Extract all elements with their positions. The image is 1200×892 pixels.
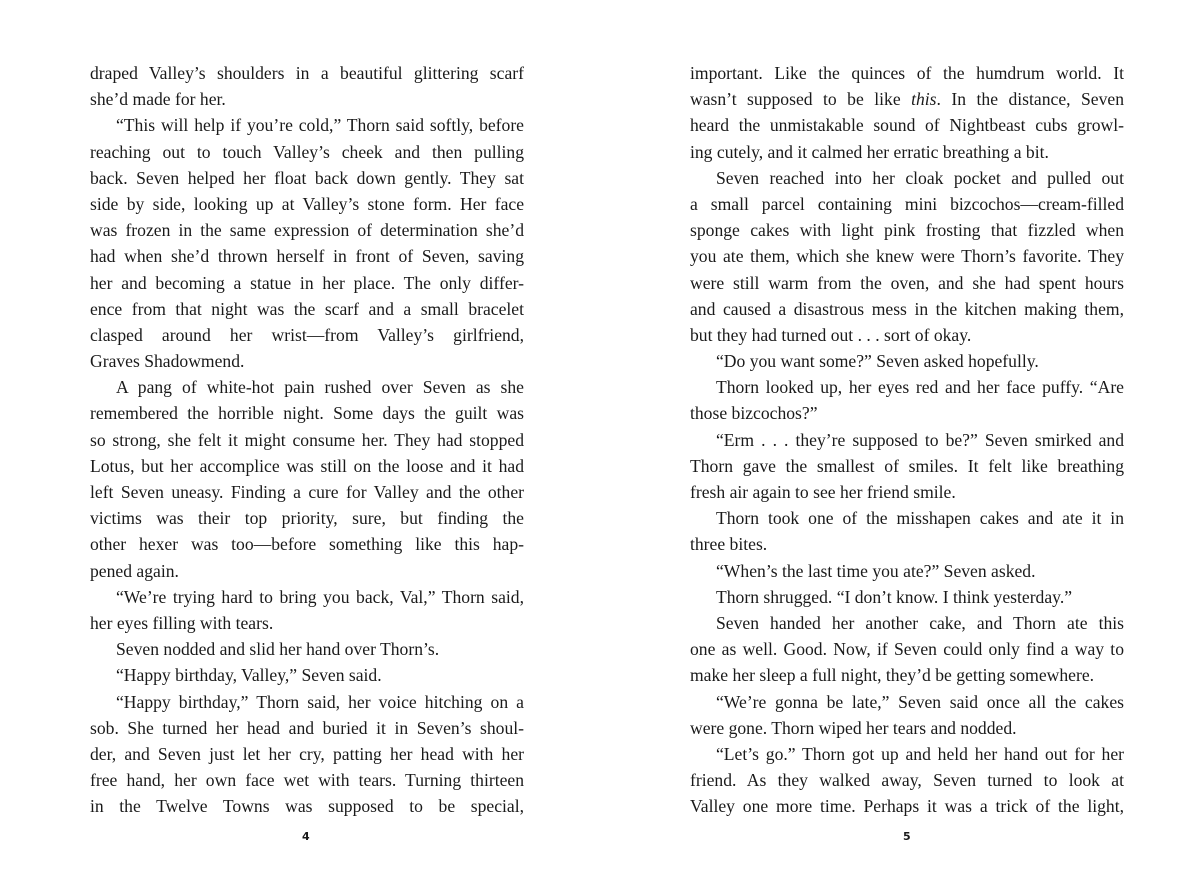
text-line: so strong, she felt it might consume her. They had stopped — [90, 429, 524, 450]
right-page-text — [690, 60, 1124, 819]
text-line: Thorn looked up, her eyes red and her face puffy. “Are — [716, 377, 1124, 398]
text-line: “Erm . . . they’re supposed to be?” Seven smirked and — [716, 429, 1124, 450]
text-line: were gone. Thorn wiped her tears and nodded. — [690, 717, 1017, 738]
text-line: she’d made for her. — [90, 89, 226, 110]
text-line: Valley one more time. Perhaps it was a trick of the light, — [690, 796, 1124, 817]
text-line: Seven reached into her cloak pocket and pulled out — [716, 167, 1124, 188]
text-line: clasped around her wrist—from Valley’s girlfriend, — [90, 324, 524, 345]
text-line: sob. She turned her head and buried it in Seven’s shoul- — [90, 717, 524, 738]
text-line: friend. As they walked away, Seven turned to look at — [690, 770, 1124, 791]
text-line: important. Like the quinces of the humdrum world. It — [690, 63, 1124, 83]
text-line: but they had turned out . . . sort of okay. — [690, 324, 972, 345]
text-line: free hand, her own face wet with tears. Turning thirteen — [90, 770, 524, 791]
text-line: were still warm from the oven, and she had spent hours — [690, 272, 1124, 293]
text-line: “We’re trying hard to bring you back, Val,” Thorn said, — [116, 586, 524, 607]
text-line: ence from that night was the scarf and a small bracelet — [90, 298, 524, 319]
text-line: was frozen in the same expression of determination she’d — [90, 220, 524, 241]
text-line: one as well. Good. Now, if Seven could only find a way to — [690, 639, 1124, 660]
text-line: left Seven uneasy. Finding a cure for Valley and the other — [90, 482, 524, 502]
text-line: back. Seven helped her float back down gently. They sat — [90, 167, 524, 188]
text-line: “When’s the last time you ate?” Seven asked. — [716, 560, 1036, 581]
italic-text-run: this — [911, 89, 937, 110]
text-line: sponge cakes with light pink frosting that fizzled when — [690, 220, 1124, 241]
text-line: her and becoming a statue in her place. The only differ- — [90, 272, 524, 293]
text-line: her eyes filling with tears. — [90, 612, 274, 633]
text-line: “This will help if you’re cold,” Thorn said softly, before — [116, 115, 524, 136]
text-line: Thorn gave the smallest of smiles. It felt like breathing — [690, 455, 1124, 476]
text-line: Lotus, but her accomplice was still on the loose and it had — [90, 455, 524, 476]
text-line: reaching out to touch Valley’s cheek and then pulling — [90, 141, 524, 162]
text-line: Seven nodded and slid her hand over Thorn’s. — [116, 639, 440, 660]
text-line: “We’re gonna be late,” Seven said once all the cakes — [716, 691, 1124, 712]
text-line: three bites. — [690, 534, 768, 555]
text-line: make her sleep a full night, they’d be getting somewhere. — [690, 665, 1095, 686]
text-line: in the Twelve Towns was supposed to be special, — [90, 796, 524, 817]
text-line: heard the unmistakable sound of Nightbeast cubs growl- — [690, 115, 1124, 136]
text-line: remembered the horrible night. Some days the guilt was — [90, 403, 524, 424]
text-line: those bizcochos?” — [690, 403, 818, 424]
text-line: “Let’s go.” Thorn got up and held her hand out for her — [716, 743, 1124, 764]
page-number-left: 4 — [302, 830, 311, 843]
text-line: side by side, looking up at Valley’s stone form. Her face — [90, 193, 524, 214]
text-line: had when she’d thrown herself in front of Seven, saving — [90, 246, 524, 267]
text-line: other hexer was too—before something like this hap- — [90, 534, 524, 555]
text-line: draped Valley’s shoulders in a beautiful glittering scarf — [90, 63, 524, 83]
text-line — [690, 86, 1124, 112]
text-line: fresh air again to see her friend smile. — [690, 482, 956, 502]
text-line: Seven handed her another cake, and Thorn ate this — [716, 612, 1124, 633]
left-page-text — [90, 60, 524, 819]
text-line: A pang of white-hot pain rushed over Seven as she — [116, 377, 524, 398]
text-line: you ate them, which she knew were Thorn’s favorite. They — [690, 246, 1124, 267]
text-line: “Happy birthday,” Thorn said, her voice hitching on a — [116, 691, 524, 712]
text-line: and caused a disastrous mess in the kitchen making them, — [690, 298, 1124, 319]
text-line: victims was their top priority, sure, but finding the — [90, 508, 524, 529]
text-line: “Happy birthday, Valley,” Seven said. — [116, 665, 382, 686]
text-run: . In the distance, Seven — [936, 89, 1124, 110]
page-number-right: 5 — [903, 830, 912, 843]
text-line: “Do you want some?” Seven asked hopefully. — [716, 351, 1039, 372]
text-line: pened again. — [90, 560, 179, 581]
text-line: Thorn shrugged. “I don’t know. I think yesterday.” — [716, 586, 1073, 607]
text-line: Graves Shadowmend. — [90, 351, 245, 372]
text-line: Thorn took one of the misshapen cakes and ate it in — [716, 508, 1124, 529]
text-line: a small parcel containing mini bizcochos—cream-filled — [690, 193, 1124, 214]
text-run: wasn’t supposed to be like — [690, 89, 912, 110]
text-line: der, and Seven just let her cry, patting her head with her — [90, 743, 524, 764]
text-line: ing cutely, and it calmed her erratic breathing a bit. — [690, 141, 1049, 162]
